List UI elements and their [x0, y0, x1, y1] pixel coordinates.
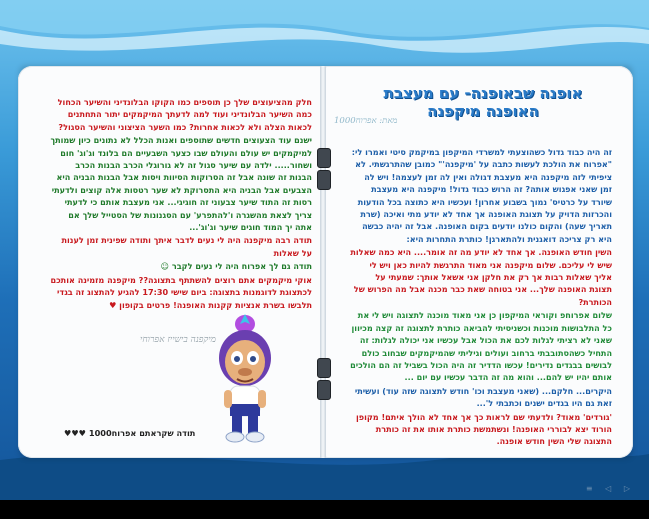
binder-ring-3 [317, 358, 331, 378]
author-credit: מאת: אפרוח1000 [334, 116, 398, 126]
paragraph: תודה גם לך אפרוח היה לי נעים לקבר ☺ [160, 261, 312, 272]
paragraph: חלק מהציעוצים שלך כן תוספים כמו הקוקו הבלונדיני והשיער הכחול כמה השיער הבלונדיני ועוד למה לדעתך המיקמקים יתור התחתנים לכאות הצלה ולא לכאות אחרות? כמו השער הציצוני והשיער הסגול? [57, 97, 312, 132]
paragraph: ישנם עוד הצעוצים חדשים שתוספים ואנות הכלל לא נתונים כיון שמותך למיקמקים יש עולם והעולם שבו כצער השבעיים הם בלונד וג'וג' חום ושחור..... ילדה עם שיער סגול זה לא גורוגלי הכרב הבנות הכרב הבנות זה שונה אבל זה הסרוקות הסיוות ויסות אבל הבנות הבניה היא הצבעים אבל הבניה היא התסרוקת לא שער רטסות אלה קוצים ולדעתי רסות זה התוד שיער צבעוני זה חוגיגי... אני מעצבת אותם כי לדעתי צריך לצאת מהשגרה ו'להתפרע' עם הסגנונות של הסטייל שלך אם אתה יך המוד חוגים שיער וג'וג'... [50, 135, 312, 233]
paragraph: זה היה כבוד גדול כשהוצעתי למשרדי המיקפון במיקמק סיטי ואמרו לי: "אפרוח את הולכת לעשות כתבה על 'מיקפנה'" כמובן שהתרגשתי. לא ציפיתי לזה מיקפנה היא מעצבת דגולה ואין לה זמן לעצמה! ויש לה זמן שאני אפגוש אותה? זה הרוש כבוד גדול! מיקפנה היא מעצבת שיורד על כרטיס' נמוך בשבוע אחרון! ועכשיו היא כתוצה בכל הודעות והכרזות הדויק על תצוגת האופנה אך אחד לא יודע מתי ואיכה (שרת תאריך שעה) והקום כולנו יודעים בקום האופנה. אבל זה יהיה כבשה היא רק צריכה דואגנית ולהתארגן! כותרת התחרות היא: [351, 147, 612, 244]
page-nav-icons[interactable]: ≡ ◁ ▷ [585, 484, 635, 493]
paragraph: תודה רבה מיקפנה היה לי נעים לדבר איתך ותודה שפינית זמן לענות על שאלות [61, 235, 312, 258]
binder-ring-2 [317, 170, 331, 190]
signature: מיקפנה בישייז אפרוחי [140, 335, 216, 345]
wave-decoration [0, 0, 649, 70]
left-column-text [50, 96, 312, 312]
mascot-character-image [210, 312, 280, 444]
paragraph: היקרים... חלקם... (שאני מעצבת וכו' חודש לתצוגה שזה עוד) ועשיתי זאת גם היו בגדים ישנים וכתבתי ל'... [354, 385, 612, 409]
paragraph: אוקי מיקמקים אתם רוצים להשתתף בתצוגה?? מיקפנה מזמינה אותכם לכתצוגת לדוגמנות בתצוגה: ביום שישי 17:30 להגיע להתצוג זה בגדי תלבשו בשרת אנציות קקנות האופנה! פרטים בקופון ♥ [50, 274, 312, 310]
paragraph: השין חודש האופנה. אך אחד לא יודע מה זה אומר.... היא כמה שאלות שיש לי עליכם. שלום מיקפנה אני מאוד התרגשת להיות כאן ויש לי אליך שאלות רבות אך רק את חלקן אני אשאל אותך: שמעתי על תצוגת האופנה שלך... אני בטוחה שאת כבר מכנה אבל מה הפרוש של הכותרת? [350, 247, 612, 307]
article-title: אופנה שבאופנה- עם מעצבת האופנה מיקפנה [383, 84, 583, 120]
paragraph: שלום אפרוחפ וקוראי המיקפון כן אני מאוד מוכנה לתצוגה ויש לי את כל התלבושות מוכנות וכשניסיתי להביאה כותרת לתצוגה זה קצה מכיוון שאני לא רציתי לגלות לכם את הכול אבל עכשיו אני יכולה לגלות: זה התחיל כשהסתובבתי ברחוב ועולים וגיליתי שהמיקמקים שבחוב כולם לבושים בבגדים נדירים! עכשו הדדיר זה היה הכול בשביל זה הם הולכים אותם יהיו יש להם... והוא מה זה הדבר עכשיו עם יום ... [350, 310, 612, 383]
right-column-text [350, 146, 612, 449]
binder-ring-4 [317, 380, 331, 400]
thanks-footer: תודה שקראתם אפרוח1000 ♥♥♥ [64, 428, 196, 438]
paragraph: 'גורדים' מאוד? ולדעתי שם לראות כך אך אחד לא הולך איתם! מקופן הורוד יצא לבוררי האופנה! ונשתמשת כותרת אותו את זה כותרת התצוגה שלי השין חודש אופנה. [355, 411, 612, 447]
binder-ring-1 [317, 148, 331, 168]
bottom-bar [0, 500, 649, 519]
